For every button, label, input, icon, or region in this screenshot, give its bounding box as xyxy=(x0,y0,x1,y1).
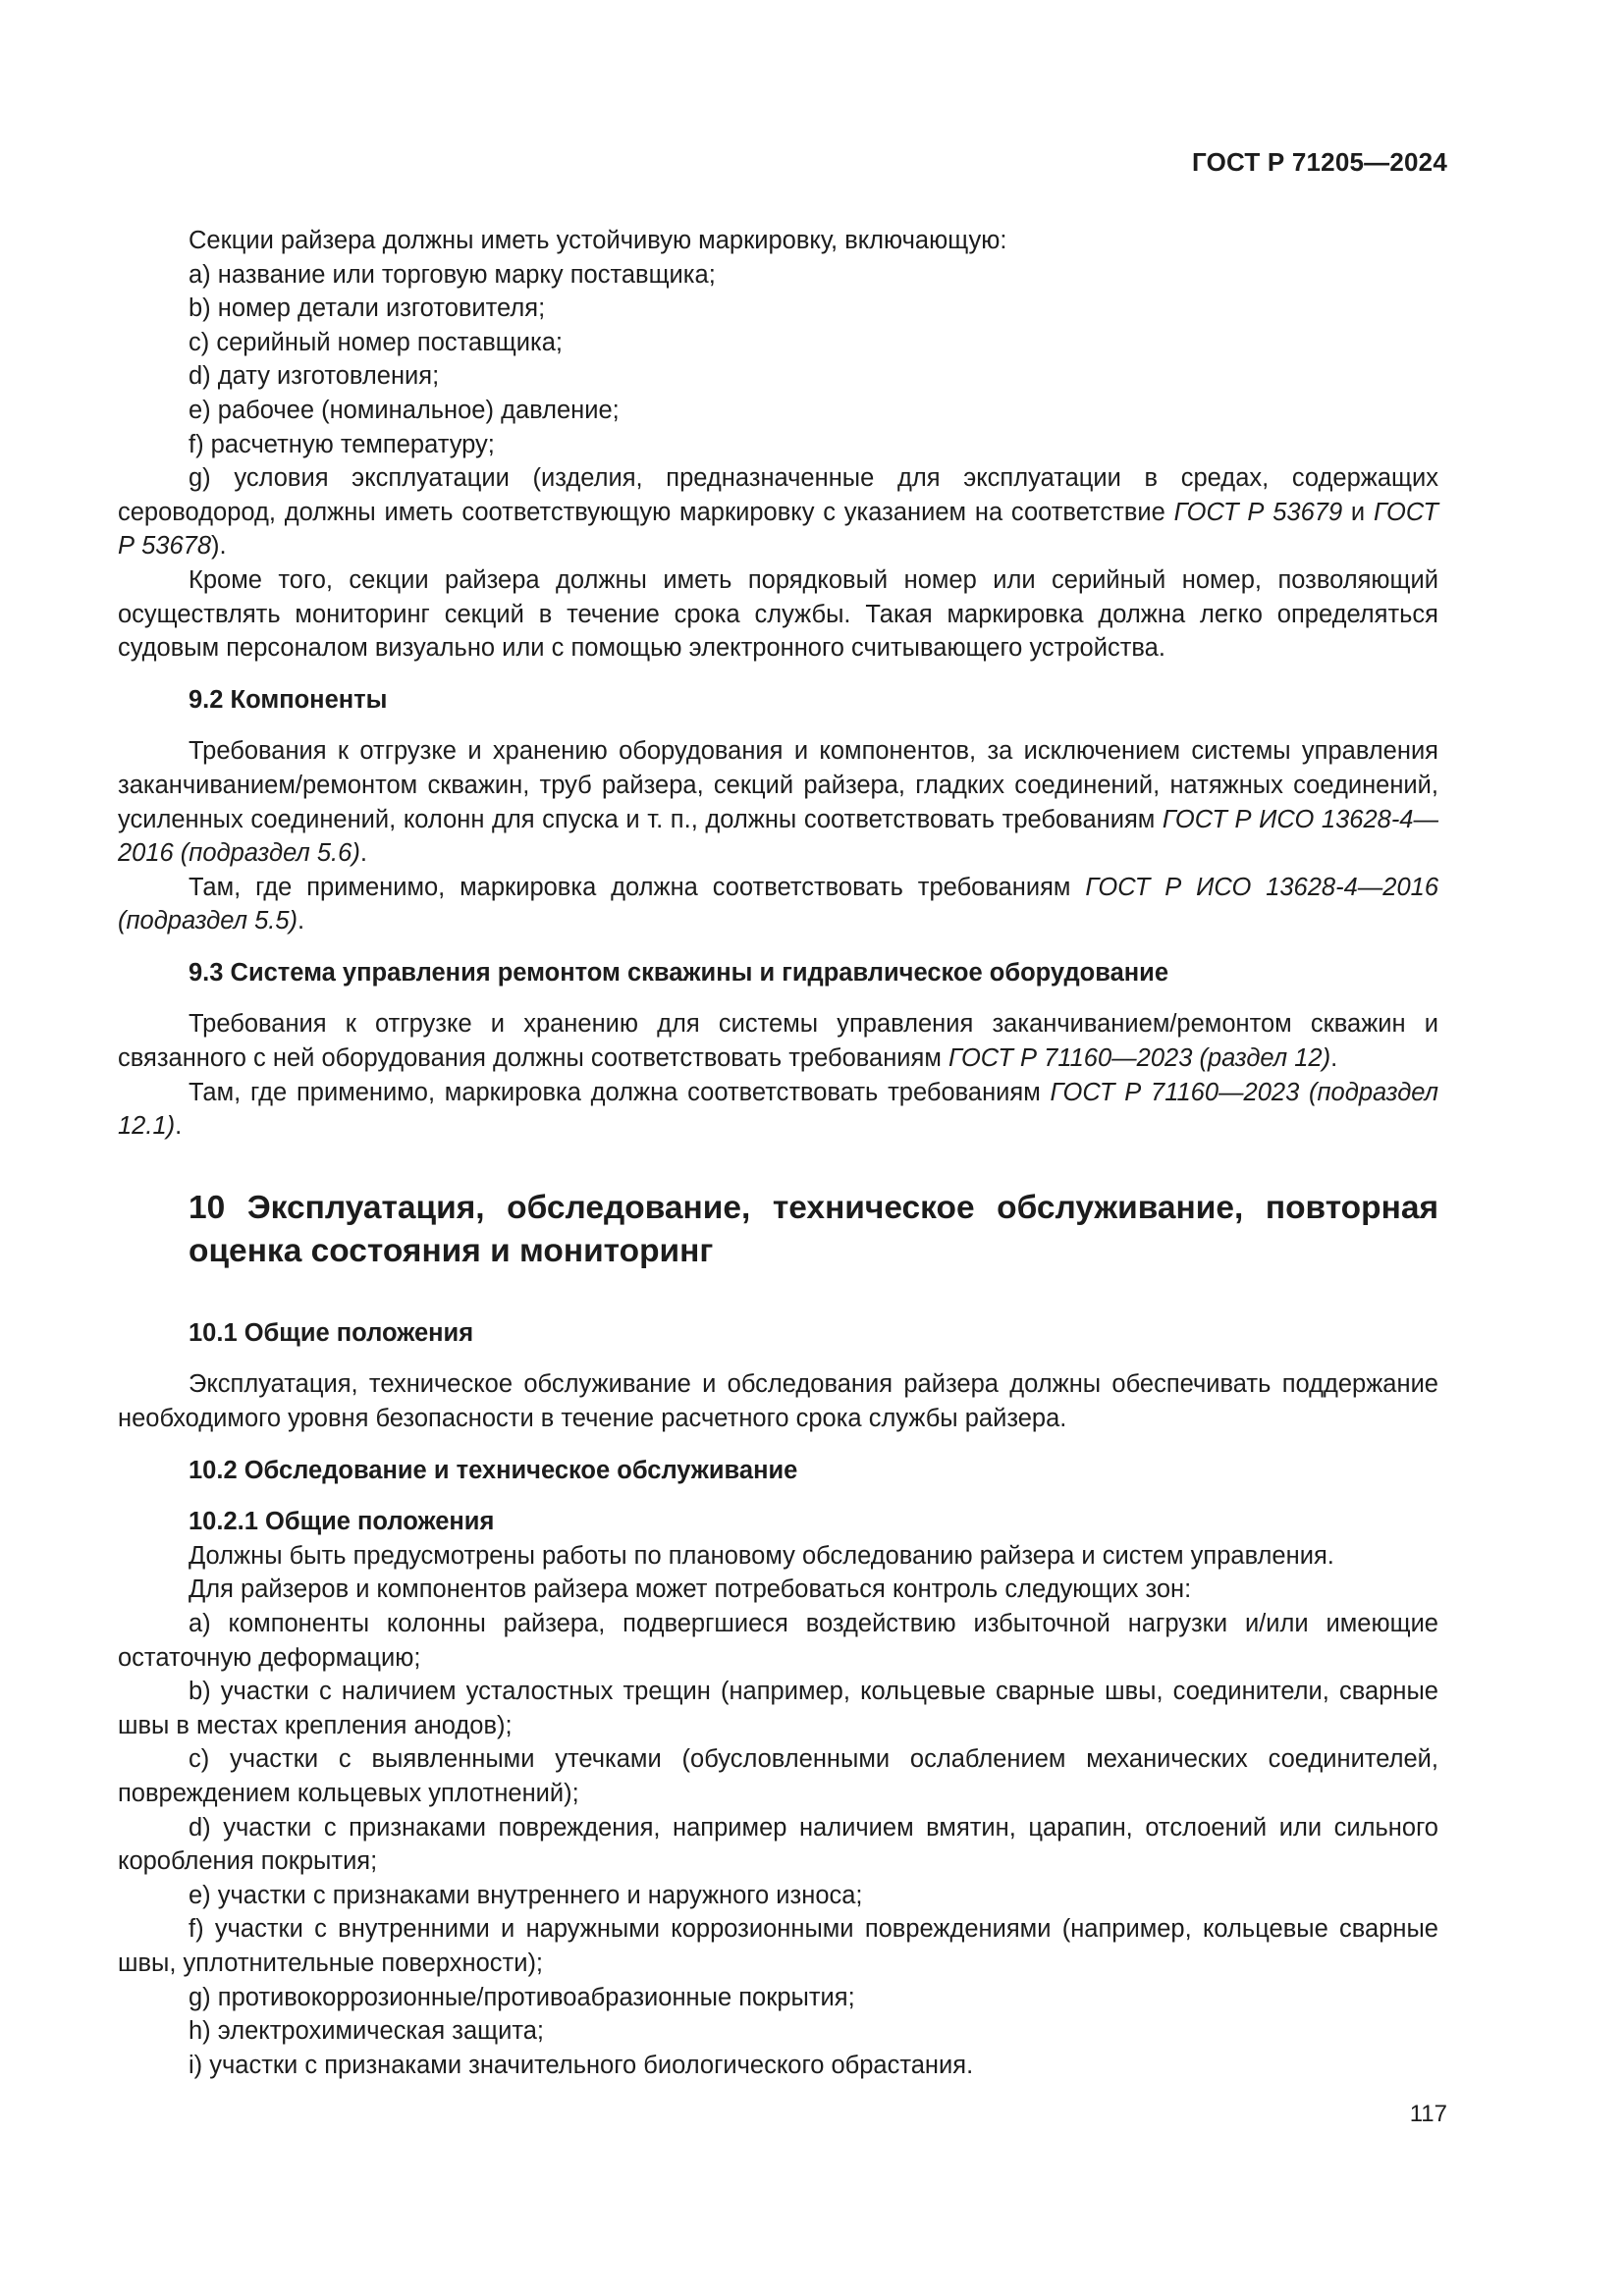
paragraph-text: Требования к отгрузке и хранению оборудования и компонентов, за исключением системы управления заканчиванием/ремонтом скважин, труб райзера, секций райзера, гладких соединений, натяжных соединений, усиленных соединений, колонн для спуска и т. п., должны соответствовать требованиям xyxy=(118,737,1438,833)
standard-reference: ГОСТ Р ИСО 13628-4—2016 (подраздел 5.5) xyxy=(118,873,1439,935)
paragraph-text: Там, где применимо, маркировка должна соответствовать требованиям xyxy=(189,873,1086,901)
section-10-2-1-paragraph-2: Для райзеров и компонентов райзера может потребоваться контроль следующих зон: xyxy=(189,1575,1192,1604)
zone-item-g: g) противокоррозионные/противоабразионные покрытия; xyxy=(189,1983,855,2011)
intro-item-c: c) серийный номер поставщика; xyxy=(189,328,563,356)
intro-item-e: e) рабочее (номинальное) давление; xyxy=(189,396,620,424)
standard-reference: ГОСТ Р 53678 xyxy=(118,498,1438,561)
paragraph-text: Требования к отгрузке и хранению для системы управления заканчиванием/ремонтом скважин и связанного с ней оборудования должны соответствовать требованиям xyxy=(118,1010,1438,1073)
page-number: 117 xyxy=(1409,2101,1447,2127)
section-9-3-paragraph-1 xyxy=(118,1007,1438,1075)
zone-item-c: c) участки с выявленными утечками (обусловленными ослаблением механических соединителей, повреждением кольцевых уплотнений); xyxy=(118,1745,1438,1807)
intro-lead: Секции райзера должны иметь устойчивую маркировку, включающую: xyxy=(189,227,1007,254)
paragraph-end: . xyxy=(359,839,367,868)
intro-item-g-mid: и xyxy=(1342,498,1374,526)
section-10-2-title: 10.2 Обследование и техническое обслуживание xyxy=(189,1456,798,1484)
section-10-2-1-paragraph-1: Должны быть предусмотрены работы по плановому обследованию райзера и систем управления. xyxy=(189,1541,1334,1570)
document-number-header: ГОСТ Р 71205—2024 xyxy=(1192,147,1447,177)
zone-item-d: d) участки с признаками повреждения, например наличием вмятин, царапин, отслоений или сильного коробления покрытия; xyxy=(118,1813,1438,1876)
section-9-2-title: 9.2 Компоненты xyxy=(189,685,388,714)
section-10-1-paragraph: Эксплуатация, техническое обслуживание и обследования райзера должны обеспечивать поддержание необходимого уровня безопасности в течение расчетного срока службы райзера. xyxy=(118,1370,1438,1433)
paragraph-end: . xyxy=(175,1112,183,1141)
intro-item-d: d) дату изготовления; xyxy=(189,362,440,391)
standard-reference: ГОСТ Р 71160—2023 (подраздел 12.1) xyxy=(118,1078,1439,1141)
intro-item-g xyxy=(118,461,1438,563)
section-9-3-title: 9.3 Система управления ремонтом скважины и гидравлическое оборудование xyxy=(189,958,1169,987)
intro-closing: Кроме того, секции райзера должны иметь порядковый номер или серийный номер, позволяющий осуществлять мониторинг секций в течение срока службы. Такая маркировка должна легко определяться судовым персоналом визуально или с помощью электронного считывающего устройства. xyxy=(118,565,1438,663)
standard-reference: ГОСТ Р ИСО 13628-4—2016 (подраздел 5.6) xyxy=(118,805,1438,868)
zone-item-h: h) электрохимическая защита; xyxy=(189,2017,545,2046)
paragraph-text: Там, где применимо, маркировка должна соответствовать требованиям xyxy=(189,1078,1051,1106)
section-9-3-paragraph-2 xyxy=(118,1076,1438,1144)
paragraph-end: . xyxy=(1330,1044,1338,1073)
section-10-title: 10 Эксплуатация, обследование, техническое обслуживание, повторная оценка состояния и мониторинг xyxy=(189,1189,1438,1269)
intro-item-g-text: g) условия эксплуатации (изделия, предназначенные для эксплуатации в средах, содержащих сероводород, должны иметь соответствующую маркировку с указанием на соответствие xyxy=(118,464,1438,526)
intro-item-g-end: ). xyxy=(211,532,227,561)
intro-item-a: a) название или торговую марку поставщика; xyxy=(189,260,716,289)
standard-reference: ГОСТ Р 71160—2023 (раздел 12) xyxy=(947,1044,1331,1073)
section-10-1-title: 10.1 Общие положения xyxy=(189,1318,474,1347)
zone-item-a: a) компоненты колонны райзера, подвергшиеся воздействию избыточной нагрузки и/или имеющие остаточную деформацию; xyxy=(118,1610,1438,1672)
zone-item-e: e) участки с признаками внутреннего и наружного износа; xyxy=(189,1881,863,1909)
paragraph-end: . xyxy=(298,907,305,935)
section-9-2-paragraph-1 xyxy=(118,734,1438,870)
zone-item-i: i) участки с признаками значительного биологического обрастания. xyxy=(189,2051,974,2079)
section-9-2-paragraph-2 xyxy=(118,871,1438,938)
section-10-2-1-title: 10.2.1 Общие положения xyxy=(189,1508,495,1536)
zone-item-b: b) участки с наличием усталостных трещин (например, кольцевые сварные швы, соединители, сварные швы в местах крепления анодов); xyxy=(118,1678,1438,1739)
page-content xyxy=(118,224,1438,2082)
intro-item-b: b) номер детали изготовителя; xyxy=(189,294,546,323)
standard-reference: ГОСТ Р 53679 xyxy=(1173,498,1343,526)
zone-item-f: f) участки с внутренними и наружными коррозионными повреждениями (например, кольцевые сварные швы, уплотнительные поверхности); xyxy=(118,1915,1438,1977)
intro-item-f: f) расчетную температуру; xyxy=(189,430,495,458)
